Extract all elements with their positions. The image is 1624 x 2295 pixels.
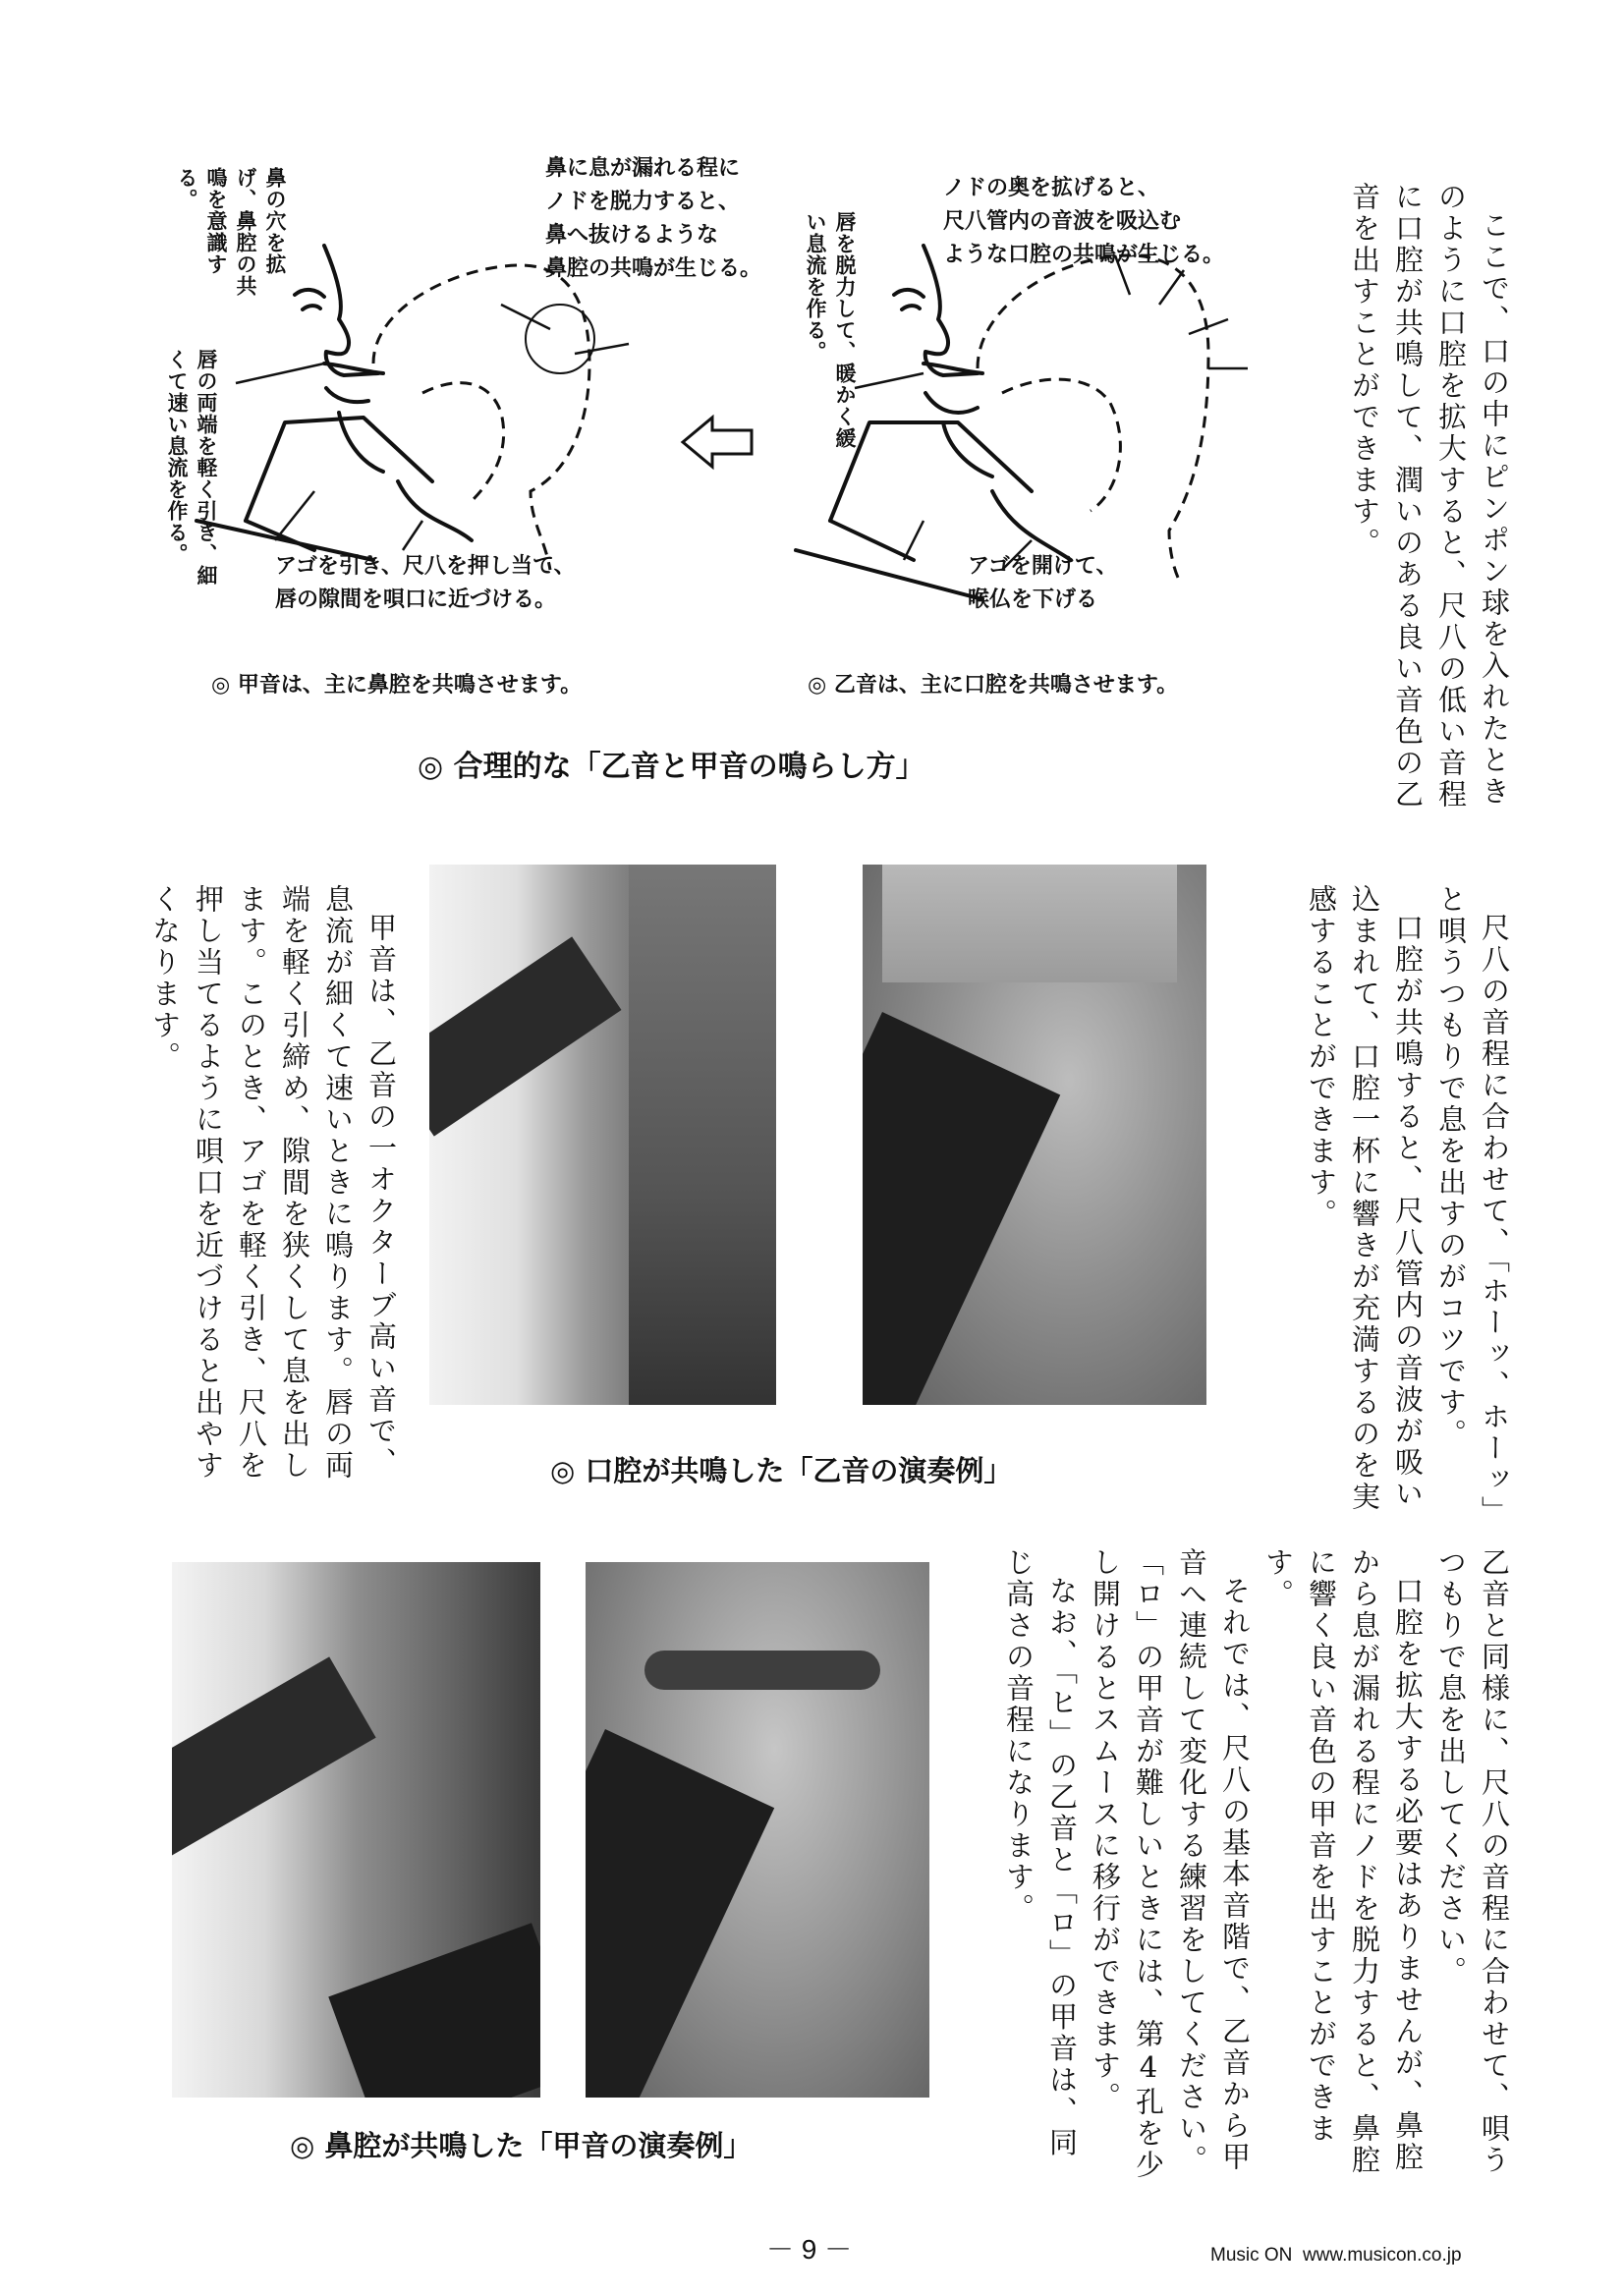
intro-text: ここで、口の中にピンポン球を入れたときのように口腔を拡大すると、尺八の低い音程に口腔が共鳴して、潤いのある良い音色の乙音を出すことができます。	[1348, 182, 1511, 811]
photo-otsu-front	[863, 865, 1206, 1405]
caption-otsu-photos: ◎ 口腔が共鳴した「乙音の演奏例」	[550, 1454, 1013, 1487]
label-lips-otsu: 唇を脱力して、暖かく緩い息流を作る。	[804, 211, 857, 449]
label-throat: ノドの奥を拡げると、 尺八管内の音波を吸込む ような口腔の共鳴が生じる。	[943, 176, 1225, 267]
caption-otsu-diagram: ◎ 乙音は、主に口腔を共鳴させます。	[808, 673, 1179, 698]
caption-kan-photos: ◎ 鼻腔が共鳴した「甲音の演奏例」	[290, 2129, 753, 2162]
label-nostril: 鼻の穴を拡げ、鼻腔の共鳴を意識する。	[175, 167, 287, 297]
photo-kan-side	[172, 1562, 540, 2098]
footer-site: Music ON www.musicon.co.jp	[1210, 2245, 1462, 2266]
page-number: － 9 －	[766, 2234, 853, 2265]
caption-kan-diagram: ◎ 甲音は、主に鼻腔を共鳴させます。	[211, 673, 583, 698]
label-breath: 鼻に息が漏れる程に ノドを脱力すると、 鼻へ抜けるような 鼻腔の共鳴が生じる。	[545, 156, 762, 281]
section-title: ◎ 合理的な「乙音と甲音の鳴らし方」	[418, 750, 925, 784]
label-jaw-kan: アゴを引き、尺八を押し当て、 唇の隙間を唄口に近づける。	[275, 554, 576, 612]
photo-kan-front	[586, 1562, 929, 2098]
label-lips-kan: 唇の両端を軽く引き、細くて速い息流を作る。	[165, 349, 218, 587]
otsu-paragraph: 尺八の音程に合わせて、「ホーッ、ホーッ」と唄うつもりで息を出すのがコツです。 口腔が共鳴すると、尺八管内の音波が吸い込まれて、口腔一杯に響きが充満するのを実感することができます。	[1305, 884, 1511, 1513]
kan-practice-paragraph: 乙音と同様に、尺八の音程に合わせて、唄うつもりで息を出してください。 口腔を拡大する必要はありませんが、鼻腔から息が漏れる程にノドを脱力すると、鼻腔に響く良い音色の甲音を出すことができます。 それでは、尺八の基本音階で、乙音から甲音へ連続して変化する練習をしてください。 「ロ」の甲音が難しいときには、第4孔を少し開けるとスムースに移行ができます。 なお、「ヒ」の乙音と「ロ」の甲音は、同じ高さの音程になります。	[1002, 1547, 1511, 2181]
kan-paragraph: 甲音は、乙音の一オクターブ高い音で、息流が細くて速いときに鳴ります。唇の両端を軽く引締め、隙間を狭くして息を出します。このとき、アゴを軽く引き、尺八を押し当てるように唄口を近づけると出やすくなります。	[148, 884, 398, 1482]
photo-otsu-side	[429, 865, 776, 1405]
arrow-left-icon	[678, 413, 756, 472]
intro-paragraph	[1280, 182, 1516, 811]
label-jaw-otsu: アゴを開けて、 喉仏を下げる	[968, 554, 1118, 612]
